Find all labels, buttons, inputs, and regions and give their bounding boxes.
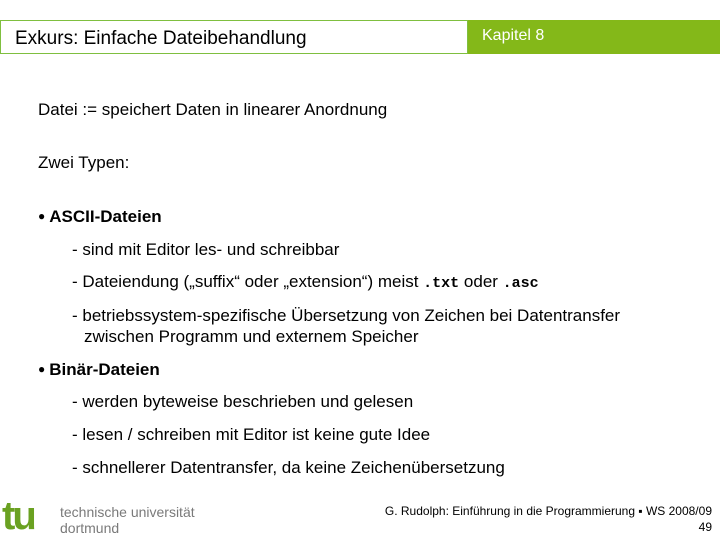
logo-line-1: technische universität <box>60 504 195 520</box>
list-item-continuation: zwischen Programm und externem Speicher <box>84 327 419 346</box>
list-item: - sind mit Editor les- und schreibbar <box>72 240 340 259</box>
binary-heading-label: Binär-Dateien <box>49 360 160 379</box>
list-item-text: oder <box>459 272 503 291</box>
bullet-icon: ● <box>38 362 46 376</box>
footer-credit-text: G. Rudolph: Einführung in die Programmierung ▪ WS 2008/09 <box>384 504 712 518</box>
ascii-heading-label: ASCII-Dateien <box>49 207 162 226</box>
file-extension: .asc <box>502 275 539 292</box>
list-item: - schnellerer Datentransfer, da keine Zeichenübersetzung <box>72 458 505 477</box>
slide-title-bar <box>0 20 468 54</box>
slide-title: Exkurs: Einfache Dateibehandlung <box>15 28 307 49</box>
bullet-icon: ● <box>38 209 46 223</box>
university-logo <box>0 494 200 540</box>
binary-heading <box>38 360 160 380</box>
list-item: - werden byteweise beschrieben und gelesen <box>72 392 414 411</box>
chapter-bar <box>468 20 720 54</box>
logo-line-2: dortmund <box>60 520 120 536</box>
page-number: 49 <box>698 520 712 534</box>
types-intro: Zwei Typen: <box>38 153 130 172</box>
file-extension: .txt <box>423 275 460 292</box>
footer-credit <box>385 503 712 535</box>
list-item: - betriebssystem-spezifische Übersetzung von Zeichen bei Datentransfer <box>72 306 621 325</box>
definition-text: Datei := speichert Daten in linearer Anordnung <box>38 100 388 119</box>
chapter-label: Kapitel 8 <box>482 27 545 44</box>
list-item: - lesen / schreiben mit Editor ist keine gute Idee <box>72 425 431 444</box>
ascii-heading <box>38 207 162 227</box>
list-item-text: - Dateiendung („suffix“ oder „extension“) meist <box>72 272 424 291</box>
logo-wordmark <box>60 504 195 536</box>
list-item <box>72 272 539 292</box>
tu-logo-icon: tu <box>2 494 34 538</box>
